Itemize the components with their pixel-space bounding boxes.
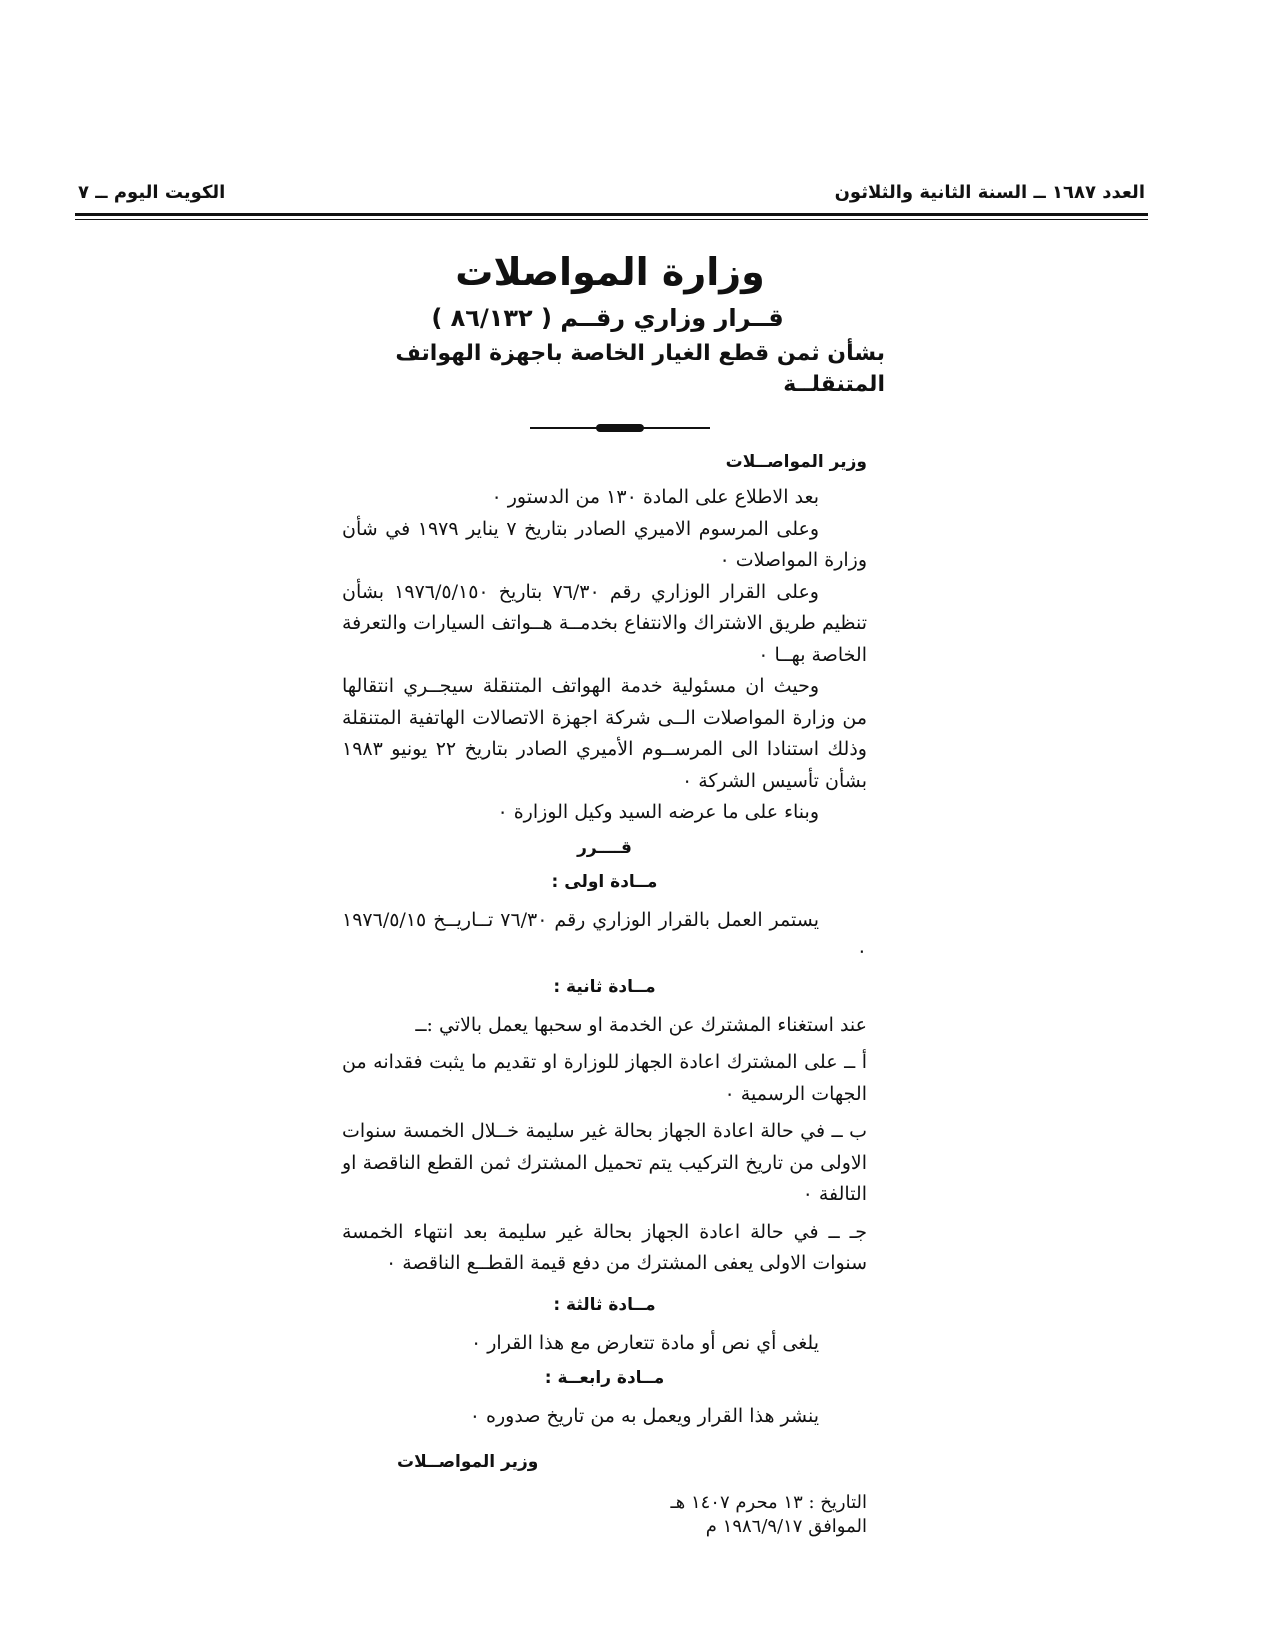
article-heading: مــادة رابعــة : xyxy=(544,1368,665,1388)
article-clause: أ ــ على المشترك اعادة الجهاز للوزارة او تقديم ما يثبت فقدانه من الجهات الرسمية ٠ xyxy=(342,1051,867,1105)
preamble-paragraph: وحيث ان مسئولية خدمة الهواتف المتنقلة سيجــري انتقالها من وزارة المواصلات الــى شركة اجهزة الاتصالات الهاتفية المتنقلة وذلك استنادا الى المرســوم الأميري الصادر بتاريخ ٢٢ يونيو ١٩٨٣ بشأن تأسيس الشركة ٠ xyxy=(342,675,867,792)
article-heading: مــادة اولى : xyxy=(551,871,658,892)
date-gregorian: الموافق ١٩٨٦/٩/١٧ م xyxy=(705,1515,867,1537)
article-paragraph: عند استغناء المشترك عن الخدمة او سحبها يعمل بالاتي :ــ xyxy=(415,1013,867,1036)
decree-number: قــرار وزاري رقــم ( ٨٦/١٣٢ ) xyxy=(431,304,784,332)
ministry-title: وزارة المواصلات xyxy=(455,250,765,294)
preamble-paragraph: بعد الاطلاع على المادة ١٣٠ من الدستور ٠ xyxy=(491,486,819,508)
decision-heading: قــــرر xyxy=(577,837,632,858)
article-heading: مــادة ثانية : xyxy=(553,976,656,997)
article-paragraph: يلغى أي نص أو مادة تتعارض مع هذا القرار ٠ xyxy=(470,1331,819,1354)
date-hijri: التاريخ : ١٣ محرم ١٤٠٧ هـ xyxy=(670,1491,867,1513)
date-block xyxy=(342,1491,867,1539)
article-heading: مــادة ثالثة : xyxy=(553,1294,656,1315)
article-clause: جـ ــ في حالة اعادة الجهاز بحالة غير سليمة بعد انتهاء الخمسة سنوات الاولى يعفى المشترك من دفع قيمة القطــع الناقصة ٠ xyxy=(342,1220,867,1274)
header-rule-thin xyxy=(75,219,1148,220)
article-clause: ب ــ في حالة اعادة الجهاز بحالة غير سليمة خــلال الخمسة سنوات الاولى من تاريخ التركيب يتم تحميل المشترك ثمن القطع الناقصة او التالفة ٠ xyxy=(342,1120,867,1205)
title-ornament xyxy=(530,424,710,432)
running-header xyxy=(78,182,1145,208)
header-rule xyxy=(75,213,1148,216)
preamble-signatory: وزير المواصــلات xyxy=(725,452,867,472)
article-paragraph: يستمر العمل بالقرار الوزاري رقم ٧٦/٣٠ تــاريــخ ١٩٧٦/٥/١٥ ٠ xyxy=(342,908,867,962)
decree-body xyxy=(342,448,867,1539)
preamble-paragraph: وعلى المرسوم الاميري الصادر بتاريخ ٧ يناير ١٩٧٩ في شأن وزارة المواصلات ٠ xyxy=(342,517,867,571)
article-paragraph: ينشر هذا القرار ويعمل به من تاريخ صدوره ٠ xyxy=(469,1405,819,1427)
preamble-paragraph: وبناء على ما عرضه السيد وكيل الوزارة ٠ xyxy=(497,801,819,823)
preamble-paragraph: وعلى القرار الوزاري رقم ٧٦/٣٠ بتاريخ ١٩٧٦/٥/١٥٠ بشأن تنظيم طريق الاشتراك والانتفاع بخدمــة هــواتف السيارات والتعرفة الخاصة بهــا ٠ xyxy=(342,580,867,666)
decree-subject: بشأن ثمن قطع الغيار الخاصة باجهزة الهواتف المتنقلــة xyxy=(395,341,885,397)
journal-page-label: الكويت اليوم ــ ٧ xyxy=(78,182,226,203)
issue-info: العدد ١٦٨٧ ــ السنة الثانية والثلاثون xyxy=(834,182,1145,203)
ornament-dots xyxy=(596,424,644,432)
closing-signatory: وزير المواصــلات xyxy=(397,1451,539,1472)
